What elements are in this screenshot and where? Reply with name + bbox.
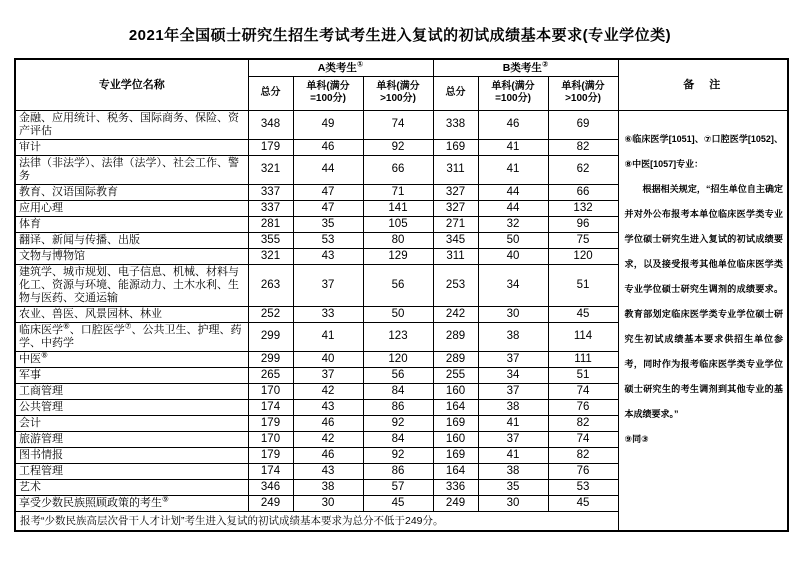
score-cell-a-single100: 46: [293, 447, 363, 463]
score-cell-b-total: 169: [433, 415, 478, 431]
score-cell-a-single100: 42: [293, 431, 363, 447]
score-cell-b-total: 242: [433, 306, 478, 322]
score-cell-a-singlegt100: 129: [363, 248, 433, 264]
table-body: [15, 110, 788, 531]
remarks-paragraph: ⑨同③: [624, 433, 649, 444]
score-cell-b-single100: 46: [478, 110, 548, 139]
table-row: [15, 110, 788, 139]
score-cell-a-single100: 38: [293, 479, 363, 495]
score-cell-a-singlegt100: 120: [363, 351, 433, 367]
score-cell-a-singlegt100: 71: [363, 184, 433, 200]
specialty-name-cell: 应用心理: [15, 200, 248, 216]
score-cell-a-total: 249: [248, 495, 293, 511]
score-cell-a-singlegt100: 56: [363, 264, 433, 306]
score-cell-b-single100: 37: [478, 431, 548, 447]
score-cell-a-singlegt100: 56: [363, 367, 433, 383]
score-cell-b-total: 169: [433, 139, 478, 155]
score-cell-b-total: 160: [433, 431, 478, 447]
score-cell-a-total: 299: [248, 322, 293, 351]
score-cell-a-total: 337: [248, 200, 293, 216]
score-cell-b-singlegt100: 69: [548, 110, 618, 139]
score-cell-a-singlegt100: 123: [363, 322, 433, 351]
score-cell-a-single100: 43: [293, 248, 363, 264]
score-cell-b-single100: 41: [478, 155, 548, 184]
score-cell-a-single100: 41: [293, 322, 363, 351]
score-cell-b-single100: 30: [478, 495, 548, 511]
specialty-name-cell: 建筑学、城市规划、电子信息、机械、材料与化工、资源与环境、能源动力、土木水利、生物与医药、交通运输: [15, 264, 248, 306]
score-cell-b-singlegt100: 62: [548, 155, 618, 184]
header-remarks: 备 注: [618, 59, 788, 110]
score-cell-a-singlegt100: 45: [363, 495, 433, 511]
score-cell-b-singlegt100: 82: [548, 139, 618, 155]
score-cell-b-total: 289: [433, 351, 478, 367]
score-cell-a-total: 265: [248, 367, 293, 383]
score-cell-b-total: 160: [433, 383, 478, 399]
specialty-name-cell: 临床医学⑥、口腔医学⑦、公共卫生、护理、药学、中药学: [15, 322, 248, 351]
specialty-name-cell: 艺术: [15, 479, 248, 495]
score-cell-b-single100: 34: [478, 264, 548, 306]
score-cell-a-total: 346: [248, 479, 293, 495]
header-group-a-note-sup: ①: [356, 59, 364, 69]
remarks-paragraph: 根据相关规定，“招生单位自主确定并对外公布报考本单位临床医学类专业学位硕士研究生进入复试的初试成绩要求，以及接受报考其他单位临床医学类专业学位硕士研究生调剂的成绩要求。教育部划定临床医学类专业学位硕士研究生初试成绩基本要求供招生单位参考，同时作为报考临床医学类专业学位硕士研究生的考生调剂到其他专业的基本成绩要求。”: [624, 183, 784, 419]
score-cell-b-total: 255: [433, 367, 478, 383]
score-cell-b-singlegt100: 82: [548, 447, 618, 463]
score-cell-b-single100: 44: [478, 184, 548, 200]
score-cell-b-single100: 37: [478, 383, 548, 399]
score-cell-b-singlegt100: 51: [548, 264, 618, 306]
specialty-name-cell: 工商管理: [15, 383, 248, 399]
specialty-name-cell: 审计: [15, 139, 248, 155]
header-a-single-100: 单科(满分=100分): [293, 76, 363, 110]
score-cell-b-singlegt100: 74: [548, 383, 618, 399]
score-cell-b-total: 338: [433, 110, 478, 139]
score-cell-b-total: 249: [433, 495, 478, 511]
score-cell-b-single100: 37: [478, 351, 548, 367]
score-cell-a-total: 321: [248, 248, 293, 264]
score-cell-a-total: 281: [248, 216, 293, 232]
score-cell-a-total: 179: [248, 447, 293, 463]
document-title: 2021年全国硕士研究生招生考试考生进入复试的初试成绩基本要求(专业学位类): [128, 27, 672, 44]
score-cell-a-singlegt100: 84: [363, 431, 433, 447]
specialty-name-cell: 农业、兽医、风景园林、林业: [15, 306, 248, 322]
score-cell-a-singlegt100: 86: [363, 399, 433, 415]
score-cell-b-singlegt100: 76: [548, 399, 618, 415]
score-cell-b-singlegt100: 45: [548, 306, 618, 322]
score-cell-b-single100: 32: [478, 216, 548, 232]
score-cell-a-singlegt100: 66: [363, 155, 433, 184]
score-cell-a-single100: 49: [293, 110, 363, 139]
score-cell-b-singlegt100: 53: [548, 479, 618, 495]
score-cell-b-singlegt100: 74: [548, 431, 618, 447]
score-cell-b-singlegt100: 66: [548, 184, 618, 200]
score-cell-a-single100: 43: [293, 399, 363, 415]
specialty-name-cell: 体育: [15, 216, 248, 232]
header-a-single-gt100: 单科(满分>100分): [363, 76, 433, 110]
score-cell-a-total: 179: [248, 415, 293, 431]
specialty-name-cell: 教育、汉语国际教育: [15, 184, 248, 200]
score-cell-b-total: 169: [433, 447, 478, 463]
header-group-b: [433, 59, 618, 76]
score-cell-a-total: 170: [248, 431, 293, 447]
score-cell-b-single100: 34: [478, 367, 548, 383]
score-cell-a-single100: 33: [293, 306, 363, 322]
specialty-name-cell: 会计: [15, 415, 248, 431]
score-cell-a-singlegt100: 86: [363, 463, 433, 479]
score-cell-a-single100: 53: [293, 232, 363, 248]
score-cell-b-total: 253: [433, 264, 478, 306]
score-cell-b-total: 164: [433, 399, 478, 415]
score-cell-a-single100: 46: [293, 139, 363, 155]
header-b-total: 总分: [433, 76, 478, 110]
score-cell-b-single100: 50: [478, 232, 548, 248]
score-cell-a-singlegt100: 141: [363, 200, 433, 216]
specialty-name-cell: 翻译、新闻与传播、出版: [15, 232, 248, 248]
score-cell-a-single100: 35: [293, 216, 363, 232]
score-cell-a-total: 174: [248, 399, 293, 415]
score-cell-b-single100: 44: [478, 200, 548, 216]
score-cell-b-total: 336: [433, 479, 478, 495]
score-cell-b-single100: 35: [478, 479, 548, 495]
score-cell-b-total: 311: [433, 155, 478, 184]
score-cell-b-total: 271: [433, 216, 478, 232]
score-cell-a-singlegt100: 92: [363, 415, 433, 431]
score-cell-a-singlegt100: 57: [363, 479, 433, 495]
score-cell-b-single100: 41: [478, 415, 548, 431]
score-cell-b-single100: 38: [478, 322, 548, 351]
score-cell-a-singlegt100: 92: [363, 139, 433, 155]
score-cell-a-total: 299: [248, 351, 293, 367]
header-b-single-100: 单科(满分=100分): [478, 76, 548, 110]
score-cell-b-singlegt100: 114: [548, 322, 618, 351]
score-cell-a-singlegt100: 80: [363, 232, 433, 248]
footnote-text: 报考“少数民族高层次骨干人才计划”考生进入复试的初试成绩基本要求为总分不低于249分。: [15, 511, 618, 531]
header-group-row: [15, 59, 788, 76]
header-group-a: [248, 59, 433, 76]
header-group-b-label: B类考生: [502, 61, 542, 74]
score-cell-a-singlegt100: 84: [363, 383, 433, 399]
score-cell-b-single100: 40: [478, 248, 548, 264]
table-header: [15, 59, 788, 110]
score-cell-a-single100: 47: [293, 184, 363, 200]
remarks-cell: [618, 110, 788, 531]
header-group-b-note-sup: ②: [541, 59, 549, 69]
specialty-name-cell: 文物与博物馆: [15, 248, 248, 264]
score-cell-a-total: 321: [248, 155, 293, 184]
score-cell-b-single100: 41: [478, 447, 548, 463]
score-cell-a-single100: 43: [293, 463, 363, 479]
score-cell-a-singlegt100: 74: [363, 110, 433, 139]
specialty-name-cell: 军事: [15, 367, 248, 383]
score-cell-b-total: 289: [433, 322, 478, 351]
score-cell-b-total: 327: [433, 184, 478, 200]
header-b-single-gt100: 单科(满分>100分): [548, 76, 618, 110]
score-cell-a-single100: 46: [293, 415, 363, 431]
specialty-name-cell: 工程管理: [15, 463, 248, 479]
score-cell-a-total: 355: [248, 232, 293, 248]
score-cell-a-total: 348: [248, 110, 293, 139]
header-specialty-name: 专业学位名称: [15, 59, 248, 110]
score-cell-b-single100: 41: [478, 139, 548, 155]
specialty-name-cell: 金融、应用统计、税务、国际商务、保险、资产评估: [15, 110, 248, 139]
score-cell-a-singlegt100: 92: [363, 447, 433, 463]
score-cell-b-single100: 30: [478, 306, 548, 322]
score-cell-b-singlegt100: 132: [548, 200, 618, 216]
score-cell-a-total: 252: [248, 306, 293, 322]
score-cell-a-single100: 47: [293, 200, 363, 216]
score-cell-a-single100: 40: [293, 351, 363, 367]
score-cell-a-total: 170: [248, 383, 293, 399]
remarks-paragraph: ⑥临床医学[1051]、⑦口腔医学[1052]、⑧中医[1057]专业：: [624, 133, 784, 169]
score-cell-b-singlegt100: 75: [548, 232, 618, 248]
specialty-name-cell: 法律（非法学）、法律（法学）、社会工作、警务: [15, 155, 248, 184]
score-cell-a-total: 179: [248, 139, 293, 155]
score-cell-a-single100: 44: [293, 155, 363, 184]
specialty-name-cell: 图书情报: [15, 447, 248, 463]
score-cell-b-singlegt100: 111: [548, 351, 618, 367]
score-cell-b-singlegt100: 76: [548, 463, 618, 479]
specialty-name-cell: 中医⑧: [15, 351, 248, 367]
specialty-name-cell: 享受少数民族照顾政策的考生⑨: [15, 495, 248, 511]
score-cell-b-total: 164: [433, 463, 478, 479]
score-cell-b-total: 311: [433, 248, 478, 264]
score-cell-a-single100: 42: [293, 383, 363, 399]
score-cell-a-single100: 37: [293, 264, 363, 306]
header-a-total: 总分: [248, 76, 293, 110]
score-cell-b-singlegt100: 82: [548, 415, 618, 431]
score-cell-b-singlegt100: 45: [548, 495, 618, 511]
header-group-a-label: A类考生: [317, 61, 357, 74]
score-cell-b-total: 327: [433, 200, 478, 216]
score-cell-a-total: 337: [248, 184, 293, 200]
score-cell-a-single100: 37: [293, 367, 363, 383]
score-cell-b-single100: 38: [478, 463, 548, 479]
score-table: [14, 58, 789, 532]
score-cell-b-singlegt100: 120: [548, 248, 618, 264]
specialty-name-cell: 公共管理: [15, 399, 248, 415]
specialty-name-cell: 旅游管理: [15, 431, 248, 447]
score-cell-b-single100: 38: [478, 399, 548, 415]
score-cell-a-singlegt100: 50: [363, 306, 433, 322]
score-cell-b-singlegt100: 51: [548, 367, 618, 383]
score-cell-a-total: 174: [248, 463, 293, 479]
score-cell-b-total: 345: [433, 232, 478, 248]
score-cell-a-singlegt100: 105: [363, 216, 433, 232]
score-cell-a-total: 263: [248, 264, 293, 306]
score-cell-a-single100: 30: [293, 495, 363, 511]
score-cell-b-singlegt100: 96: [548, 216, 618, 232]
